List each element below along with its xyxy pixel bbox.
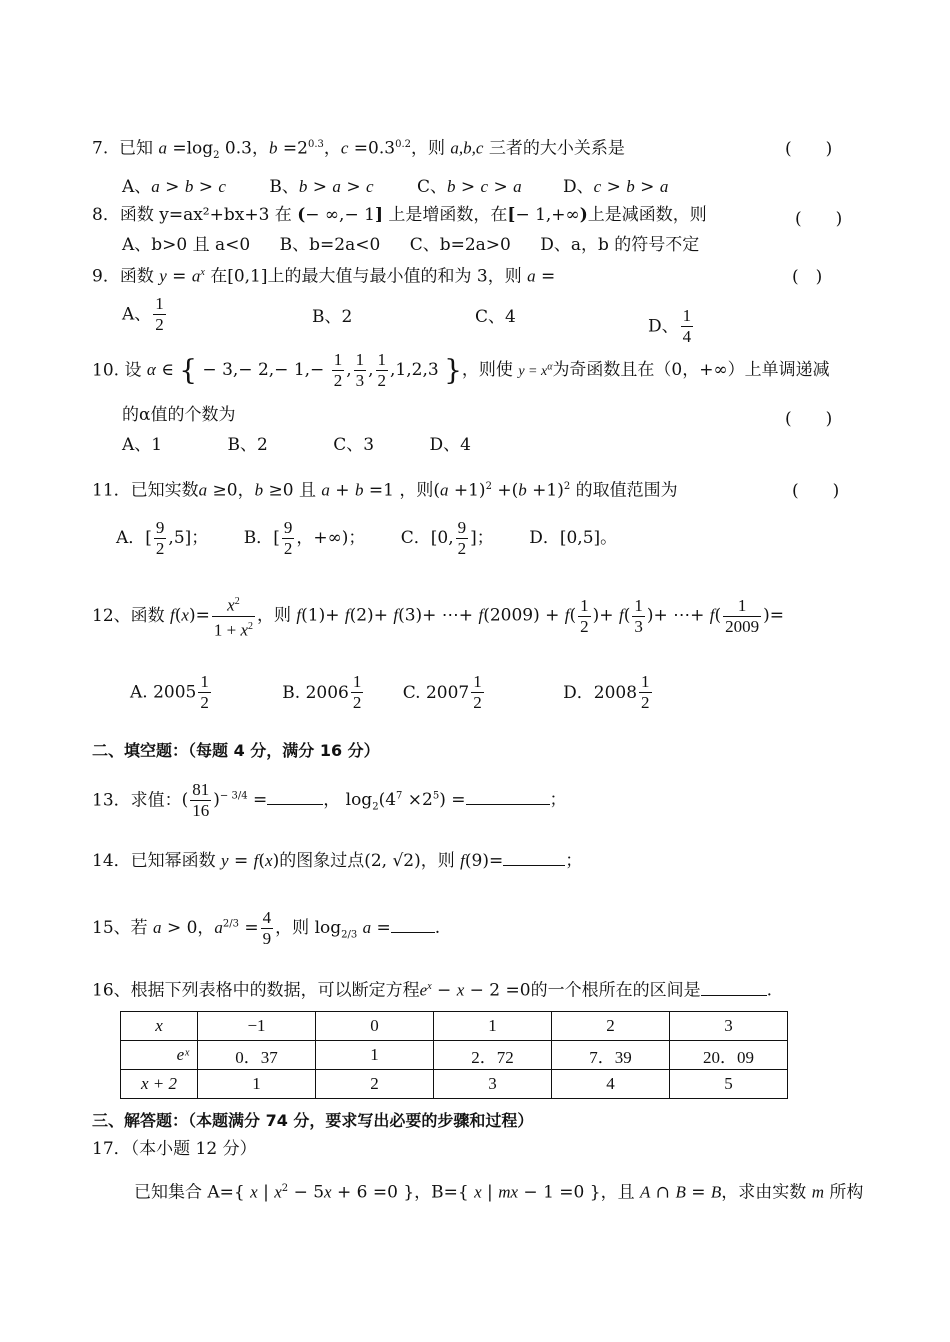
q11-answer-paren: ( ) — [792, 481, 840, 501]
q8-options: A、b>0 且 a<0 B、b=2a<0 C、b=2a>0 D、a，b 的符号不定 — [122, 235, 700, 255]
q10-line2: 的α值的个数为 — [122, 405, 236, 425]
q7-options: A、a > b > c B、b > a > c C、b > c > a D、c > b > a — [122, 177, 669, 197]
q14-stem: 14．已知幂函数 y = f(x)的图象过点(2, √2)，则 f(9)= ； — [92, 851, 583, 871]
q7-number: 7. — [92, 138, 109, 159]
section-fill-in-heading: 二、填空题：（每题 4 分，满分 16 分） — [92, 741, 380, 760]
data-table — [120, 1011, 788, 1099]
q8-stem: 8．函数 y=ax²+bx+3 在 (− ∞,− 1] 上是增函数，在[− 1,+∞)上是减函数，则 — [92, 205, 707, 225]
q17-stem: 已知集合 A={ x | $x^2 - 5x + 6 =0$ }，B={ x | mx − 1 =0 }，且 A ∩ B = B，求由实数 m 所构 — [134, 1182, 864, 1203]
q10-answer-paren: ( ) — [785, 409, 833, 429]
q9-options: A、 $\frac{1}{2}$ B、2 C、4 D、 $\frac{1}{4}$ — [122, 294, 692, 346]
q12-options: A. 2005 $\frac{1}{2}$ B. 2006 $\frac{1}{2}$ C. 2007 $\frac{1}{2}$ D．2008 $\frac{1}{2}$ — [130, 672, 650, 712]
q11-stem: 11．已知实数a ≥0，b ≥0 且 a + b =1 ，则$(a +1)^2 +(b +1)^2$ 的取值范围为 — [92, 480, 678, 501]
q11-options: A．[ $\frac{9}{2}$ ,5]； B．[ $\frac{9}{2}$ ，+∞)； C．[0, $\frac{9}{2}$ ]； D．[0,5]。 — [116, 518, 618, 558]
q9-stem: 9．函数 $y = a^x$ 在[0,1]上的最大值与最小值的和为 3，则 a = — [92, 266, 556, 287]
table-row: eˣ 0．37 1 2．72 7．39 20．09 — [121, 1041, 788, 1070]
q16-stem: 16、根据下列表格中的数据，可以断定方程$e^x - x - 2 =0$的一个根所在的区间是 . — [92, 980, 772, 1001]
q15-stem: 15、若 a > 0，$a^{2/3}$ = $\frac{4}{9}$ ，则 $\log_{2/3} a$ = . — [92, 908, 441, 948]
q12-stem: 12、函数 f(x)= $\frac{x^2}{1 + x^2}$ ，则 f(1)+ f(2)+ f(3)+ ⋯+ f(2009) + f( $\frac{1}{2}$ )+ f( $\frac{1}{3}$ )+ ⋯+ f( $\frac{1}{2009}$ )= — [92, 592, 784, 640]
q13-stem: 13．求值：( $\frac{81}{16}$ )$^{- 3/4}$ = ， $\log_2(4^7 \times 2^5)$ = ； — [92, 780, 567, 820]
q7-stem: 7. 已知 $a =\log_2$ 0.3，$b =2^{0.3}$，$c =0.3^{0.2}$，则 a,b,c 三者的大小关系是 — [92, 138, 625, 162]
q8-answer-paren: ( ) — [795, 209, 843, 229]
q7-text: 已知 — [119, 138, 154, 159]
q17-title: 17．（本小题 12 分） — [92, 1139, 257, 1159]
q9-answer-paren: ( ) — [792, 267, 823, 287]
q10-stem: 10. 设 α ∈ { − 3,− 2,− 1,− $\frac{1}{2}$ , $\frac{1}{3}$ , $\frac{1}{2}$ ,1,2,3 }，则使 $y = x^\alpha$为奇函数且在（0，+∞）上单调递减 — [92, 350, 830, 390]
q7-question: 三者的大小关系是 — [488, 138, 625, 159]
q10-options: A、1 B、2 C、3 D、4 — [122, 435, 471, 455]
section-solution-heading: 三、解答题：（本题满分 74 分，要求写出必要的步骤和过程） — [92, 1111, 534, 1130]
table-row: x −1 0 1 2 3 — [121, 1012, 788, 1041]
q7-answer-paren: ( ) — [785, 139, 833, 159]
table-row: x + 2 1 2 3 4 5 — [121, 1070, 788, 1099]
